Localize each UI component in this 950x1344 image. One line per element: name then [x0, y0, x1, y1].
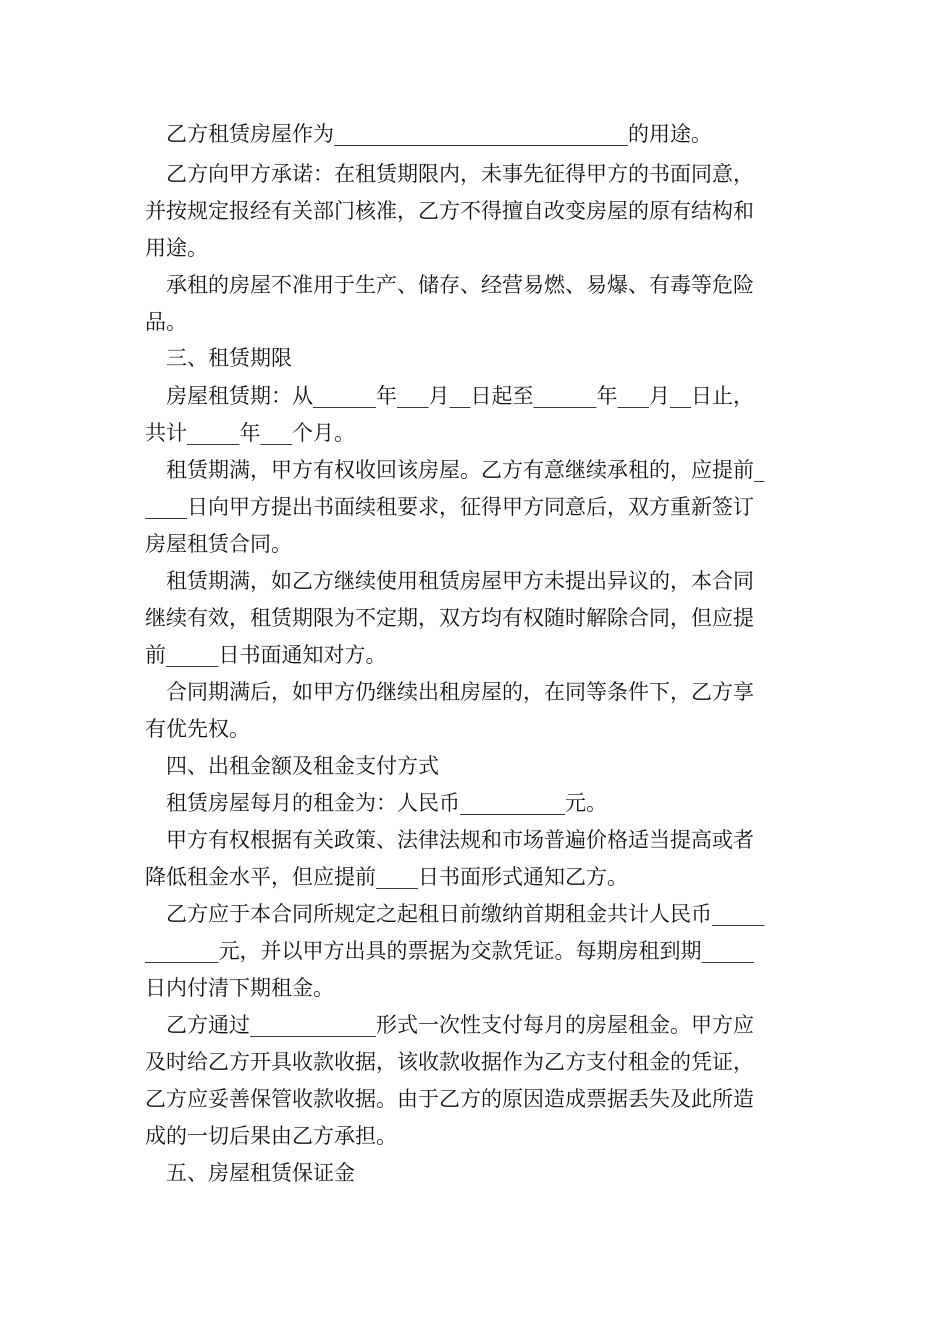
text-line: 合同期满后，如甲方仍继续出租房屋的，在同等条件下，乙方享: [166, 680, 754, 704]
text-line: 乙方通过____________形式一次性支付每月的房屋租金。甲方应: [166, 1013, 754, 1037]
text-line: 共计_____年___个月。: [145, 421, 355, 445]
section-heading-4: [145, 748, 825, 785]
paragraph-first-payment: [145, 896, 825, 1007]
text-line: 承租的房屋不准用于生产、储存、经营易燃、易爆、有毒等危险: [166, 273, 754, 297]
text-line: 租赁期满，甲方有权收回该房屋。乙方有意继续承租的，应提前_: [166, 458, 765, 482]
text-line: 降低租金水平，但应提前____日书面形式通知乙方。: [145, 865, 628, 889]
paragraph-hazard: [145, 267, 825, 341]
text-line: 品。: [145, 310, 187, 334]
text-line: 并按规定报经有关部门核准，乙方不得擅自改变房屋的原有结构和: [145, 199, 754, 223]
text-line: 有优先权。: [145, 717, 250, 741]
text-line: 成的一切后果由乙方承担。: [145, 1124, 397, 1148]
text-line: 用途。: [145, 236, 208, 260]
text-line: 继续有效，租赁期限为不定期，双方均有权随时解除合同，但应提: [145, 606, 754, 630]
text-line: 乙方租赁房屋作为____________________________的用途。: [166, 122, 712, 146]
text-line: 乙方应于本合同所规定之起租日前缴纳首期租金共计人民币_____: [166, 902, 765, 926]
paragraph-rent-adjust: [145, 822, 825, 896]
text-line: 乙方应妥善保管收款收据。由于乙方的原因造成票据丢失及此所造: [145, 1087, 754, 1111]
section-heading-5: [145, 1155, 825, 1192]
text-line: 日内付清下期租金。: [145, 976, 334, 1000]
text-line: 房屋租赁期：从______年___月__日起至______年___月__日止，: [166, 384, 754, 408]
paragraph-indefinite: [145, 563, 825, 674]
text-line: 五、房屋租赁保证金: [166, 1161, 355, 1185]
paragraph-promise: [145, 156, 825, 267]
text-line: 乙方向甲方承诺：在租赁期限内，未事先征得甲方的书面同意，: [166, 162, 754, 186]
text-line: 前_____日书面通知对方。: [145, 643, 387, 667]
paragraph-renewal: [145, 452, 825, 563]
text-line: ____日向甲方提出书面续租要求，征得甲方同意后，双方重新签订: [145, 495, 754, 519]
text-line: _______元，并以甲方出具的票据为交款凭证。每期房租到期_____: [145, 939, 754, 963]
paragraph-term: [145, 378, 825, 452]
text-line: 甲方有权根据有关政策、法律法规和市场普遍价格适当提高或者: [166, 828, 754, 852]
paragraph-priority: [145, 674, 825, 748]
text-line: 及时给乙方开具收款收据，该收款收据作为乙方支付租金的凭证，: [145, 1050, 754, 1074]
text-line: 房屋租赁合同。: [145, 532, 292, 556]
paragraph-rent-amount: [145, 785, 825, 822]
paragraph-usage: [145, 116, 825, 153]
section-heading-3: [145, 340, 825, 377]
text-line: 三、租赁期限: [166, 346, 292, 370]
text-line: 四、出租金额及租金支付方式: [166, 754, 439, 778]
text-line: 租赁房屋每月的租金为：人民币__________元。: [166, 791, 607, 815]
text-line: 租赁期满，如乙方继续使用租赁房屋甲方未提出异议的，本合同: [166, 569, 754, 593]
paragraph-payment-method: [145, 1007, 825, 1155]
